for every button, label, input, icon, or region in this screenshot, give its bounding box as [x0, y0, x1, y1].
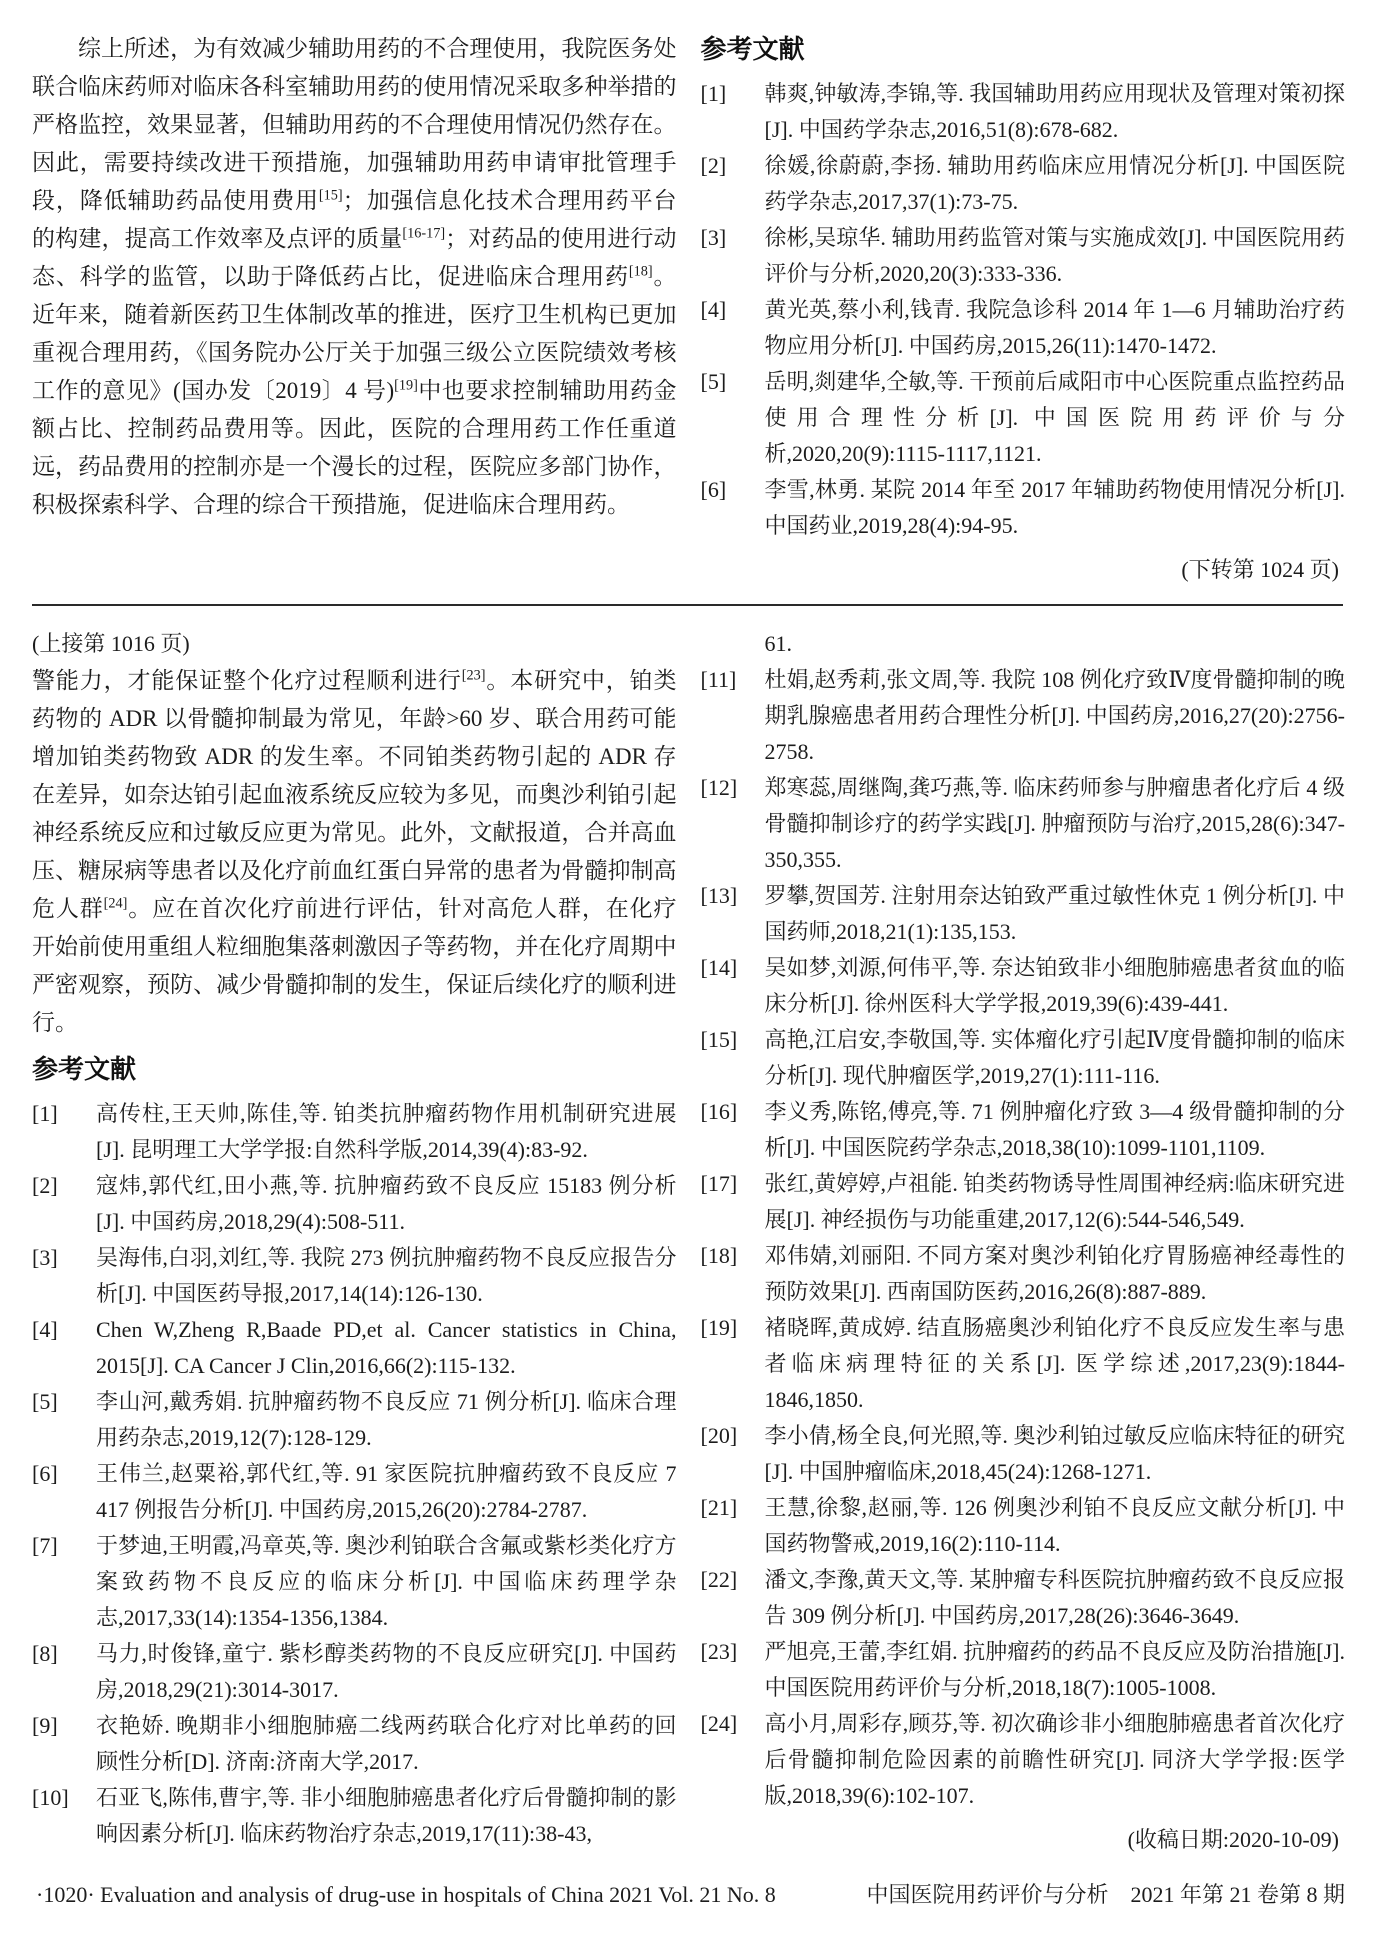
reference-item [32, 1636, 677, 1708]
article1-references-heading: 参考文献 [700, 34, 805, 64]
reference-item [701, 1562, 1346, 1634]
reference-number: [4] [32, 1317, 58, 1342]
reference-citation: 高小月,周彩存,顾芬,等. 初次确诊非小细胞肺癌患者首次化疗后骨髓抑制危险因素的前瞻性研究[J]. 同济大学学报:医学版,2018,39(6):102-107. [764, 1711, 1345, 1808]
citation-marker: [15] [318, 187, 343, 204]
reference-number: [11] [700, 667, 737, 692]
page-footer [36, 1880, 1345, 1910]
reference-number: [17] [700, 1171, 738, 1196]
reference-number: [1] [32, 1101, 58, 1126]
reference-item [701, 1094, 1346, 1166]
reference-item [701, 472, 1346, 544]
reference-number: [20] [700, 1423, 738, 1448]
reference-citation: 王伟兰,赵粟裕,郭代红,等. 91 家医院抗肿瘤药致不良反应 7 417 例报告分析[J]. 中国药房,2015,26(20):2784-2787. [96, 1461, 677, 1522]
reference-number: [16] [700, 1099, 738, 1124]
reference-item [701, 148, 1346, 220]
reference-citation: 吴如梦,刘源,何伟平,等. 奈达铂致非小细胞肺癌患者贫血的临床分析[J]. 徐州医科大学学报,2019,39(6):439-441. [764, 955, 1345, 1016]
reference-citation: 吴海伟,白羽,刘红,等. 我院 273 例抗肿瘤药物不良反应报告分析[J]. 中国医药导报,2017,14(14):126-130. [96, 1245, 677, 1306]
reference-number: [9] [32, 1713, 58, 1738]
reference-citation: 李雪,林勇. 某院 2014 年至 2017 年辅助药物使用情况分析[J]. 中国药业,2019,28(4):94-95. [764, 477, 1345, 538]
reference-citation: 严旭亮,王蕾,李红娟. 抗肿瘤药的药品不良反应及防治措施[J]. 中国医院用药评价与分析,2018,18(7):1005-1008. [764, 1639, 1345, 1700]
reference-item [701, 1490, 1346, 1562]
reference-item [701, 1310, 1346, 1418]
reference-item [701, 878, 1346, 950]
article2-continuation-section [32, 626, 1345, 1858]
reference-number: [3] [32, 1245, 58, 1270]
reference-citation: 黄光英,蔡小利,钱青. 我院急诊科 2014 年 1—6 月辅助治疗药物应用分析[J]. 中国药房,2015,26(11):1470-1472. [764, 297, 1345, 358]
reference-number: [3] [700, 225, 727, 250]
reference-citation: 王慧,徐黎,赵丽,等. 126 例奥沙利铂不良反应文献分析[J]. 中国药物警戒,2019,16(2):110-114. [764, 1495, 1345, 1556]
reference-citation: 石亚飞,陈伟,曹宇,等. 非小细胞肺癌患者化疗后骨髓抑制的影响因素分析[J]. 临床药物治疗杂志,2019,17(11):38-43, [96, 1785, 677, 1846]
reference-item [701, 1022, 1346, 1094]
reference-item [701, 950, 1346, 1022]
reference-number: [15] [700, 1027, 738, 1052]
reference-item [701, 1634, 1346, 1706]
reference-item [32, 1312, 677, 1384]
reference-number: [2] [32, 1173, 58, 1198]
reference-item [32, 1384, 677, 1456]
article1-conclusion-column [32, 30, 677, 588]
reference-citation: 徐彬,吴琼华. 辅助用药监管对策与实施成效[J]. 中国医院用药评价与分析,2020,20(3):333-336. [764, 225, 1345, 286]
article2-reference-list-left [32, 1096, 677, 1852]
article1-references-column [701, 30, 1346, 588]
reference-citation: 潘文,李豫,黄天文,等. 某肿瘤专科医院抗肿瘤药致不良反应报告 309 例分析[J]. 中国药房,2017,28(26):3646-3649. [764, 1567, 1345, 1628]
article1-conclusion-paragraph: 综上所述，为有效减少辅助用药的不合理使用，我院医务处联合临床药师对临床各科室辅助用药的使用情况采取多种举措的严格监控，效果显著，但辅助用药的不合理使用情况仍然存在。因此，需要持续改进干预措施，加强辅助用药申请审批管理手段，降低辅助药品使用费用[15]；加强信息化技术合理用药平台的构建，提高工作效率及点评的质量[16-17]；对药品的使用进行动态、科学的监管，以助于降低药占比，促进临床合理用药[18]。近年来，随着新医药卫生体制改革的推进，医疗卫生机构已更加重视合理用药，《国务院办公厅关于加强三级公立医院绩效考核工作的意见》(国办发〔2019〕4 号)[19]中也要求控制辅助用药金额占比、控制药品费用等。因此，医院的合理用药工作任重道远，药品费用的控制亦是一个漫长的过程，医院应多部门协作，积极探索科学、合理的综合干预措施，促进临床合理用药。 [32, 36, 677, 517]
article1-end-section [32, 30, 1345, 588]
reference-number: [8] [32, 1641, 58, 1666]
reference-citation: 李义秀,陈铭,傅亮,等. 71 例肿瘤化疗致 3—4 级骨髓抑制的分析[J]. 中国医院药学杂志,2018,38(10):1099-1101,1109. [764, 1099, 1345, 1160]
reference-item [32, 1708, 677, 1780]
received-date-note: (收稿日期:2020-10-09) [1127, 1827, 1339, 1852]
reference-number: [22] [700, 1567, 738, 1592]
reference-item [701, 1238, 1346, 1310]
reference-number: [6] [700, 477, 727, 502]
reference-number: [4] [700, 297, 727, 322]
citation-marker: [18] [628, 263, 653, 280]
reference-item [701, 1706, 1346, 1814]
article2-discussion-paragraph: 警能力，才能保证整个化疗过程顺利进行[23]。本研究中，铂类药物的 ADR 以骨髓抑制最为常见，年龄>60 岁、联合用药可能增加铂类药物致 ADR 的发生率。不同铂类药物引起的 ADR 存在差异，如奈达铂引起血液系统反应较为多见，而奥沙利铂引起神经系统反应和过敏反应更为常见。此外，文献报道，合并高血压、糖尿病等患者以及化疗前血红蛋白异常的患者为骨髓抑制高危人群[24]。应在首次化疗前进行评估，针对高危人群，在化疗开始前使用重组人粒细胞集落刺激因子等药物，并在化疗周期中严密观察，预防、减少骨髓抑制的发生，保证后续化疗的顺利进行。 [32, 667, 677, 1035]
continued-from-page-note: (上接第 1016 页) [32, 631, 190, 656]
footer-journal-cn: 中国医院用药评价与分析 2021 年第 21 卷第 8 期 [866, 1882, 1345, 1907]
article2-right-column [701, 626, 1346, 1858]
reference-citation: 李小倩,杨全良,何光照,等. 奥沙利铂过敏反应临床特征的研究[J]. 中国肿瘤临床,2018,45(24):1268-1271. [764, 1423, 1345, 1484]
citation-marker: [16-17] [402, 225, 446, 242]
reference-item [701, 1166, 1346, 1238]
reference-number: [18] [700, 1243, 738, 1268]
reference-number: [23] [700, 1639, 738, 1664]
reference-item [701, 770, 1346, 878]
reference-number: [13] [700, 883, 738, 908]
reference-number: [5] [32, 1389, 58, 1414]
reference-citation: 韩爽,钟敏涛,李锦,等. 我国辅助用药应用现状及管理对策初探[J]. 中国药学杂志,2016,51(8):678-682. [764, 81, 1345, 142]
reference-number: [24] [700, 1711, 738, 1736]
reference-number: [12] [700, 775, 738, 800]
article1-reference-list [701, 76, 1346, 544]
reference-item [32, 1456, 677, 1528]
reference-item [701, 364, 1346, 472]
reference-citation: 于梦迪,王明霞,冯章英,等. 奥沙利铂联合含氟或紫杉类化疗方案致药物不良反应的临床分析[J]. 中国临床药理学杂志,2017,33(14):1354-1356,1384. [96, 1533, 677, 1630]
reference-number: [14] [700, 955, 738, 980]
article2-reference-list-right [701, 662, 1346, 1814]
continued-to-page-note: (下转第 1024 页) [1181, 557, 1339, 582]
reference-number: [1] [700, 81, 727, 106]
reference-citation: 张红,黄婷婷,卢祖能. 铂类药物诱导性周围神经病:临床研究进展[J]. 神经损伤与功能重建,2017,12(6):544-546,549. [764, 1171, 1345, 1232]
reference-citation: 褚晓晖,黄成婷. 结直肠癌奥沙利铂化疗不良反应发生率与患者临床病理特征的关系[J]. 医学综述,2017,23(9):1844-1846,1850. [764, 1315, 1345, 1412]
reference-item [701, 220, 1346, 292]
reference-item [32, 1528, 677, 1636]
reference-citation: 郑寒蕊,周继陶,龚巧燕,等. 临床药师参与肿瘤患者化疗后 4 级骨髓抑制诊疗的药学实践[J]. 肿瘤预防与治疗,2015,28(6):347-350,355. [764, 775, 1345, 872]
reference-item [701, 1418, 1346, 1490]
reference-carryover-text: 61. [764, 631, 792, 656]
reference-item [32, 1240, 677, 1312]
reference-citation: 岳明,剡建华,仝敏,等. 干预前后咸阳市中心医院重点监控药品使用合理性分析[J]. 中国医院用药评价与分析,2020,20(9):1115-1117,1121. [764, 369, 1345, 466]
reference-citation: 杜娟,赵秀莉,张文周,等. 我院 108 例化疗致Ⅳ度骨髓抑制的晚期乳腺癌患者用药合理性分析[J]. 中国药房,2016,27(20):2756-2758. [764, 667, 1345, 764]
reference-citation: 徐媛,徐蔚蔚,李扬. 辅助用药临床应用情况分析[J]. 中国医院药学杂志,2017,37(1):73-75. [764, 153, 1345, 214]
reference-citation: 李山河,戴秀娟. 抗肿瘤药物不良反应 71 例分析[J]. 临床合理用药杂志,2019,12(7):128-129. [96, 1389, 677, 1450]
reference-number: [5] [700, 369, 727, 394]
reference-item [32, 1096, 677, 1168]
reference-number: [21] [700, 1495, 738, 1520]
reference-citation: 衣艳娇. 晚期非小细胞肺癌二线两药联合化疗对比单药的回顾性分析[D]. 济南:济南大学,2017. [96, 1713, 677, 1774]
citation-marker: [19] [394, 377, 418, 394]
footer-page-and-journal-en: ·1020· Evaluation and analysis of drug-use in hospitals of China 2021 Vol. 21 No. 8 [36, 1882, 776, 1907]
article2-references-heading: 参考文献 [32, 1054, 137, 1084]
reference-citation: Chen W,Zheng R,Baade PD,et al. Cancer statistics in China, 2015[J]. CA Cancer J Clin,2016,66(2):115-132. [96, 1317, 677, 1378]
reference-number: [10] [32, 1785, 69, 1810]
citation-marker: [23] [461, 667, 486, 684]
reference-item [701, 292, 1346, 364]
article-separator-rule [32, 604, 1343, 606]
reference-citation: 寇炜,郭代红,田小燕,等. 抗肿瘤药致不良反应 15183 例分析[J]. 中国药房,2018,29(4):508-511. [96, 1173, 677, 1234]
reference-number: [6] [32, 1461, 58, 1486]
reference-citation: 邓伟婧,刘丽阳. 不同方案对奥沙利铂化疗胃肠癌神经毒性的预防效果[J]. 西南国防医药,2016,26(8):887-889. [764, 1243, 1345, 1304]
reference-item [701, 662, 1346, 770]
reference-item [701, 76, 1346, 148]
reference-item [32, 1780, 677, 1852]
citation-marker: [24] [103, 895, 128, 912]
reference-number: [19] [700, 1315, 738, 1340]
reference-citation: 罗攀,贺国芳. 注射用奈达铂致严重过敏性休克 1 例分析[J]. 中国药师,2018,21(1):135,153. [764, 883, 1345, 944]
reference-citation: 高艳,江启安,李敬国,等. 实体瘤化疗引起Ⅳ度骨髓抑制的临床分析[J]. 现代肿瘤医学,2019,27(1):111-116. [764, 1027, 1345, 1088]
reference-citation: 高传柱,王天帅,陈佳,等. 铂类抗肿瘤药物作用机制研究进展[J]. 昆明理工大学学报:自然科学版,2014,39(4):83-92. [96, 1101, 677, 1162]
reference-number: [7] [32, 1533, 58, 1558]
reference-item [32, 1168, 677, 1240]
reference-number: [2] [700, 153, 727, 178]
reference-citation: 马力,时俊锋,童宁. 紫杉醇类药物的不良反应研究[J]. 中国药房,2018,29(21):3014-3017. [96, 1641, 677, 1702]
article2-left-column [32, 626, 677, 1858]
